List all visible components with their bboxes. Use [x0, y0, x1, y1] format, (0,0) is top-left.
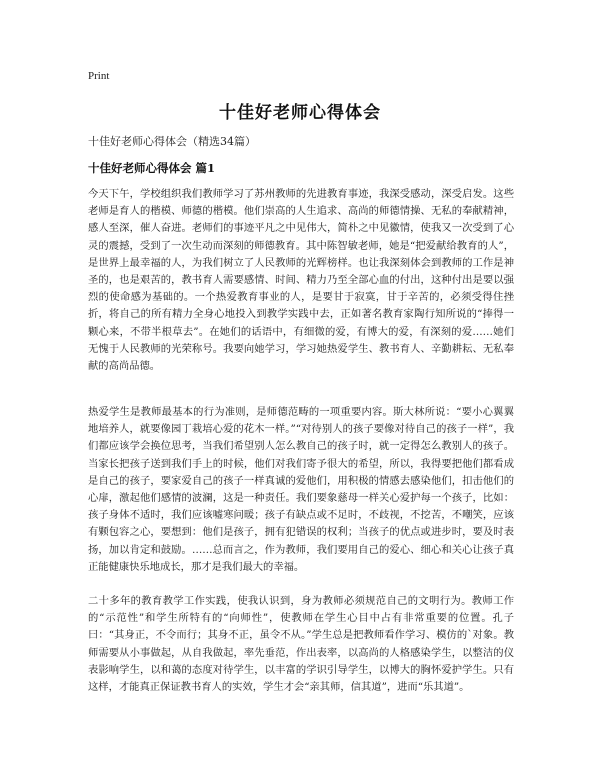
body-paragraph-2: 热爱学生是教师最基本的行为准则，是师德范畴的一项重要内容。斯大林所说：“要小心翼翼地培养人，就要像园丁栽培心爱的花木一样。”“对待别人的孩子要像对待自己的孩子一样”，我们都应该学会换位思考，当我们希望别人怎么教自己的孩子时，就一定得怎么教别人的孩子。当家长把孩子送到我们手上的时候，他们对我们寄予很大的希望，所以，我得要把他们都看成是自己的孩子，要家爱自己的孩子一样真诚的爱他们，用积极的情感去感染他们，扣击他们的心扉，激起他们感情的波澜，这是一种责任。我们要象慈母一样关心爱护每一个孩子，比如：孩子身体不适时，我们应该嘘寒问暖；孩子有缺点或不足时，不歧视，不挖苦，不嘲笑，应该有颗包容之心，要想到：他们是孩子，拥有犯错误的权利；当孩子的优点或进步时，要及时表扬，加以肯定和鼓励。……总而言之，作为教师，我们要用自己的爱心、细心和关心让孩子真正能健康快乐地成长，那才是我们最大的幸福。 — [88, 406, 514, 573]
page-title: 十佳好老师心得体会 — [219, 103, 381, 123]
document-subtitle: 十佳好老师心得体会（精选34篇） — [88, 135, 256, 148]
section-heading: 十佳好老师心得体会 篇1 — [88, 161, 216, 175]
print-label: Print — [88, 70, 110, 82]
body-paragraph-1: 今天下午，学校组织我们教师学习了苏州教师的先进教育事迹，我深受感动，深受启发。这些老师是育人的楷模、师德的楷模。他们崇高的人生追求、高尚的师德情操、无私的奉献精神，感人至深，催人奋进。老师们的事迹平凡之中见伟大，简朴之中见徽情，使我又一次受到了心灵的震撼，受到了一次生动而深刻的师德教育。其中陈智敏老师，她是“把爱献给教育的人”，是世界上最幸福的人，为我们树立了人民教师的光辉榜样。也让我深刻体会到教师的工作是神圣的，也是艰苦的，教书育人需要感情、时间、精力乃至全部心血的付出，这种付出是要以强烈的使命感为基础的。一个热爱教育事业的人，是要甘于寂寞，甘于辛苦的，必须受得住挫折，将自己的所有精力全身心地投入到教学实践中去，正如著名教育家陶行知所说的“捧得一颗心来，不带半根草去”。在她们的话语中，有细微的爱，有博大的爱，有深刻的爱……她们无愧于人民教师的光荣称号。我要向她学习，学习她热爱学生、教书育人、辛勤耕耘、无私奉献的高尚品德。 — [88, 188, 514, 373]
body-paragraph-3: 二十多年的教育教学工作实践，使我认识到，身为教师必须规范自己的文明行为。教师工作的“示范性”和学生所特有的“向师性”，使教师在学生心目中占有非常重要的位置。孔子曰：“其身正，不令而行；其身不正，虽令不从。”学生总是把教师看作学习、模仿的`对象。教师需要从小事做起，从自我做起，率先垂范，作出表率，以高尚的人格感染学生，以整洁的仪表影响学生，以和蔼的态度对待学生，以丰富的学识引导学生，以博大的胸怀爱护学生。只有这样，才能真正保证教书育人的实效，学生才会“亲其师，信其道”，进而“乐其道”。 — [88, 595, 514, 694]
